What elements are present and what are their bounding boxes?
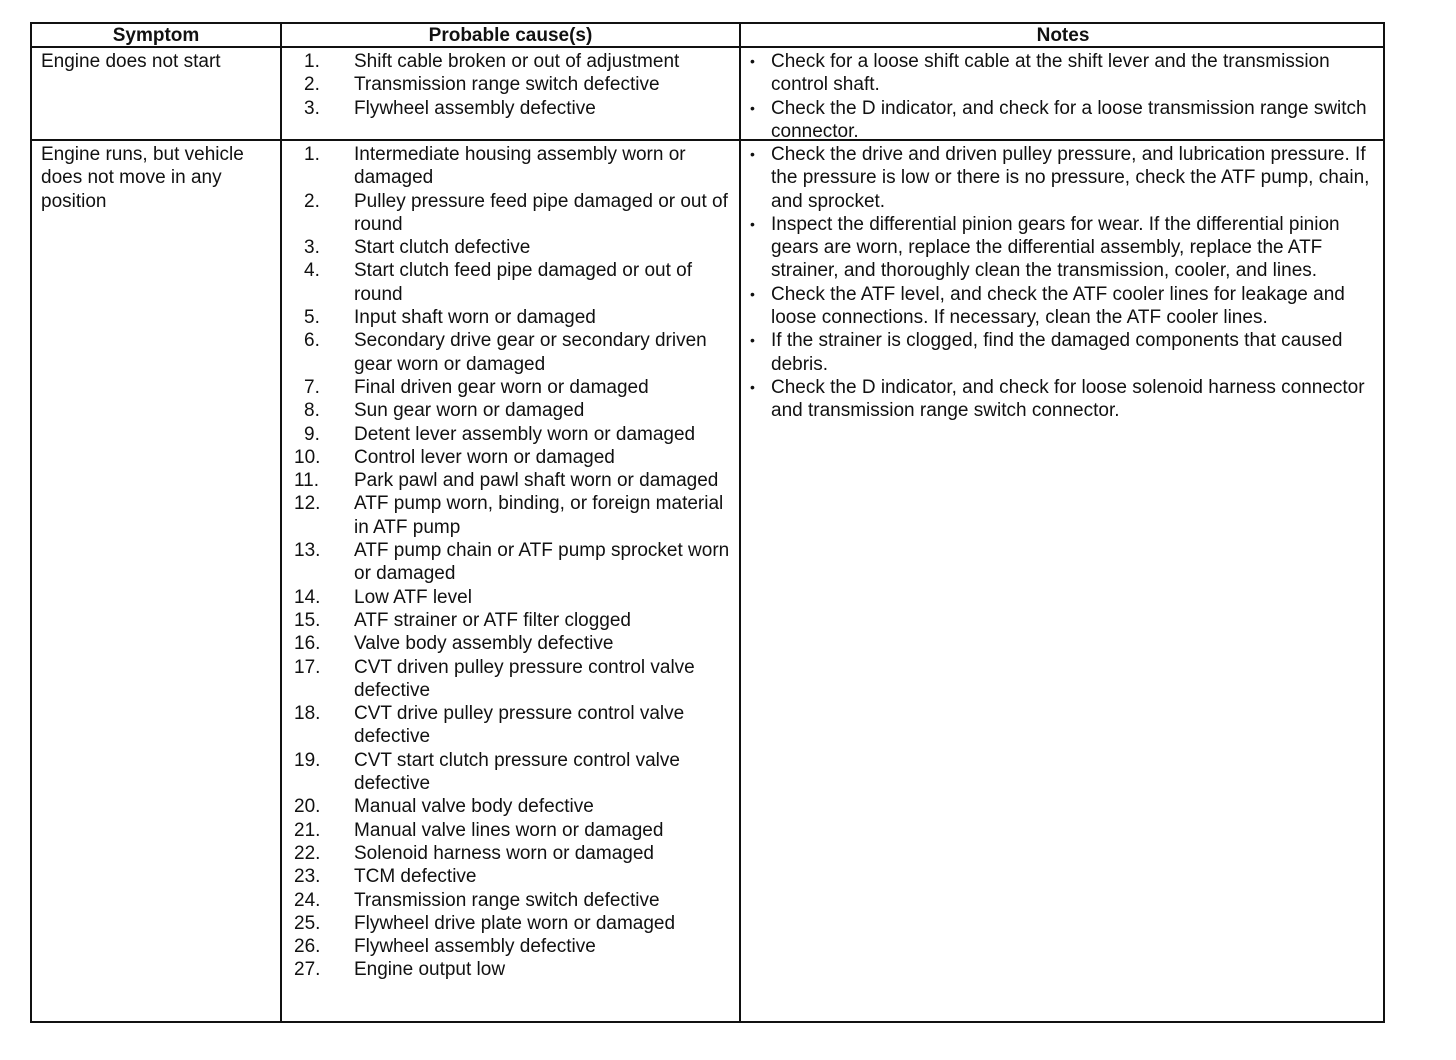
cause-item — [294, 586, 734, 609]
cause-number: 13. — [294, 540, 321, 562]
cause-item — [294, 656, 734, 703]
cause-text: Flywheel assembly defective — [354, 97, 596, 119]
cause-text: Transmission range switch defective — [354, 889, 660, 911]
cause-text: Detent lever assembly worn or damaged — [354, 423, 696, 445]
cause-text: CVT drive pulley pressure control valve defective — [354, 703, 685, 748]
header-probable-causes: Probable cause(s) — [428, 25, 593, 46]
cause-text: Control lever worn or damaged — [354, 446, 615, 468]
cause-text: Intermediate housing assembly worn or damaged — [354, 144, 686, 189]
cause-text: Engine output low — [354, 959, 506, 981]
cause-number: 7. — [304, 376, 320, 398]
cause-text: Flywheel assembly defective — [354, 936, 596, 958]
cause-text: CVT driven pulley pressure control valve defective — [354, 656, 695, 701]
column-divider — [280, 24, 282, 1021]
note-item — [750, 376, 1382, 423]
cause-number: 20. — [294, 796, 321, 818]
cause-text: Input shaft worn or damaged — [354, 307, 596, 329]
cause-number: 1. — [304, 51, 320, 72]
note-text: If the strainer is clogged, find the damaged components that caused debris. — [771, 330, 1343, 375]
cause-number: 6. — [304, 330, 320, 352]
bullet-icon: • — [750, 285, 755, 302]
cause-text: ATF pump chain or ATF pump sprocket worn or damaged — [354, 540, 730, 585]
cause-item — [294, 912, 734, 935]
cause-number: 2. — [304, 190, 320, 212]
cause-item — [294, 492, 734, 539]
column-divider — [739, 24, 741, 1021]
cause-number: 9. — [304, 423, 320, 445]
causes-list — [294, 50, 734, 120]
cause-item — [294, 749, 734, 796]
note-item — [750, 97, 1382, 144]
header-notes: Notes — [1036, 25, 1090, 46]
cause-text: Start clutch defective — [354, 237, 531, 259]
causes-cell — [294, 143, 734, 982]
cause-number: 1. — [304, 144, 320, 165]
cause-text: Manual valve lines worn or damaged — [354, 819, 664, 841]
cause-number: 21. — [294, 819, 321, 841]
cause-number: 3. — [304, 97, 320, 119]
note-item — [750, 143, 1382, 213]
note-text: Check the D indicator, and check for a loose transmission range switch connector. — [771, 97, 1367, 142]
cause-text: CVT start clutch pressure control valve defective — [354, 749, 680, 795]
cause-number: 22. — [294, 842, 321, 864]
cause-item — [294, 50, 734, 73]
causes-cell — [294, 50, 734, 120]
cause-item — [294, 889, 734, 912]
cause-item — [294, 190, 734, 237]
cause-item — [294, 97, 734, 120]
cause-number: 18. — [294, 703, 321, 725]
cause-item — [294, 73, 734, 96]
cause-item — [294, 632, 734, 655]
cause-number: 19. — [294, 749, 321, 771]
cause-text: Pulley pressure feed pipe damaged or out of round — [354, 190, 728, 235]
cause-text: ATF pump worn, binding, or foreign material in ATF pump — [354, 493, 724, 538]
cause-item — [294, 795, 734, 818]
cause-text: Sun gear worn or damaged — [354, 400, 585, 422]
note-item — [750, 50, 1382, 97]
header-divider — [32, 46, 1383, 48]
cause-text: Manual valve body defective — [354, 796, 594, 818]
cause-text: Start clutch feed pipe damaged or out of round — [354, 260, 692, 305]
notes-cell — [750, 50, 1382, 143]
note-text: Check the drive and driven pulley pressure, and lubrication pressure. If the pressure is low or there is no pressure, check the ATF pump, chain, and sprocket. — [771, 144, 1370, 212]
cause-number: 11. — [294, 470, 320, 492]
cause-number: 26. — [294, 936, 321, 958]
cause-item — [294, 819, 734, 842]
bullet-icon: • — [750, 215, 755, 232]
bullet-icon: • — [750, 146, 755, 162]
header-symptom: Symptom — [112, 25, 200, 46]
cause-item — [294, 329, 734, 376]
cause-text: Valve body assembly defective — [354, 633, 614, 655]
cause-number: 2. — [304, 74, 320, 96]
cause-number: 5. — [304, 307, 320, 329]
cause-number: 17. — [294, 656, 321, 678]
cause-number: 14. — [294, 586, 321, 608]
symptom-cell: Engine does not start — [41, 51, 221, 72]
cause-text: Shift cable broken or out of adjustment — [354, 51, 680, 72]
cause-item — [294, 446, 734, 469]
cause-text: Solenoid harness worn or damaged — [354, 842, 654, 864]
notes-list — [750, 50, 1382, 143]
cause-number: 12. — [294, 493, 321, 515]
note-item — [750, 283, 1382, 330]
note-item — [750, 213, 1382, 283]
cause-item — [294, 306, 734, 329]
cause-text: TCM defective — [354, 866, 477, 888]
cause-item — [294, 423, 734, 446]
cause-item — [294, 143, 734, 190]
notes-list — [750, 143, 1382, 423]
troubleshooting-table — [30, 22, 1385, 1023]
cause-text: Park pawl and pawl shaft worn or damaged — [354, 470, 719, 492]
cause-number: 27. — [294, 959, 321, 981]
cause-number: 8. — [304, 400, 320, 422]
cause-text: Flywheel drive plate worn or damaged — [354, 912, 676, 934]
note-text: Inspect the differential pinion gears for wear. If the differential pinion gears are worn, replace the differential assembly, replace the ATF strainer, and thoroughly clean the transmission, cooler, and lines. — [771, 213, 1340, 282]
cause-item — [294, 958, 734, 981]
cause-item — [294, 399, 734, 422]
cause-text: Secondary drive gear or secondary driven gear worn or damaged — [354, 330, 707, 375]
cause-number: 23. — [294, 866, 321, 888]
causes-list — [294, 143, 734, 982]
cause-text: Transmission range switch defective — [354, 74, 660, 96]
cause-item — [294, 259, 734, 306]
cause-number: 16. — [294, 633, 321, 655]
bullet-icon: • — [750, 99, 755, 116]
cause-text: Final driven gear worn or damaged — [354, 376, 649, 398]
cause-number: 3. — [304, 237, 320, 259]
cause-number: 24. — [294, 889, 321, 911]
cause-number: 25. — [294, 912, 321, 934]
cause-item — [294, 376, 734, 399]
notes-cell — [750, 143, 1382, 423]
symptom-cell: Engine runs, but vehicle does not move in any position — [41, 144, 244, 212]
cause-item — [294, 865, 734, 888]
cause-item — [294, 539, 734, 586]
cause-item — [294, 935, 734, 958]
cause-number: 4. — [304, 260, 320, 282]
cause-item — [294, 842, 734, 865]
cause-item — [294, 702, 734, 749]
note-text: Check the D indicator, and check for loose solenoid harness connector and transmission range switch connector. — [771, 376, 1365, 422]
bullet-icon: • — [750, 332, 755, 349]
cause-number: 10. — [294, 446, 321, 468]
note-item — [750, 329, 1382, 376]
bullet-icon: • — [750, 378, 755, 395]
cause-number: 15. — [294, 609, 321, 631]
cause-text: ATF strainer or ATF filter clogged — [354, 609, 631, 631]
cause-item — [294, 609, 734, 632]
cause-item — [294, 469, 734, 492]
bullet-icon: • — [750, 53, 755, 69]
cause-item — [294, 236, 734, 259]
cause-text: Low ATF level — [354, 586, 472, 608]
note-text: Check for a loose shift cable at the shift lever and the transmission control shaft. — [771, 51, 1330, 96]
note-text: Check the ATF level, and check the ATF cooler lines for leakage and loose connections. If necessary, clean the ATF cooler lines. — [771, 283, 1345, 329]
